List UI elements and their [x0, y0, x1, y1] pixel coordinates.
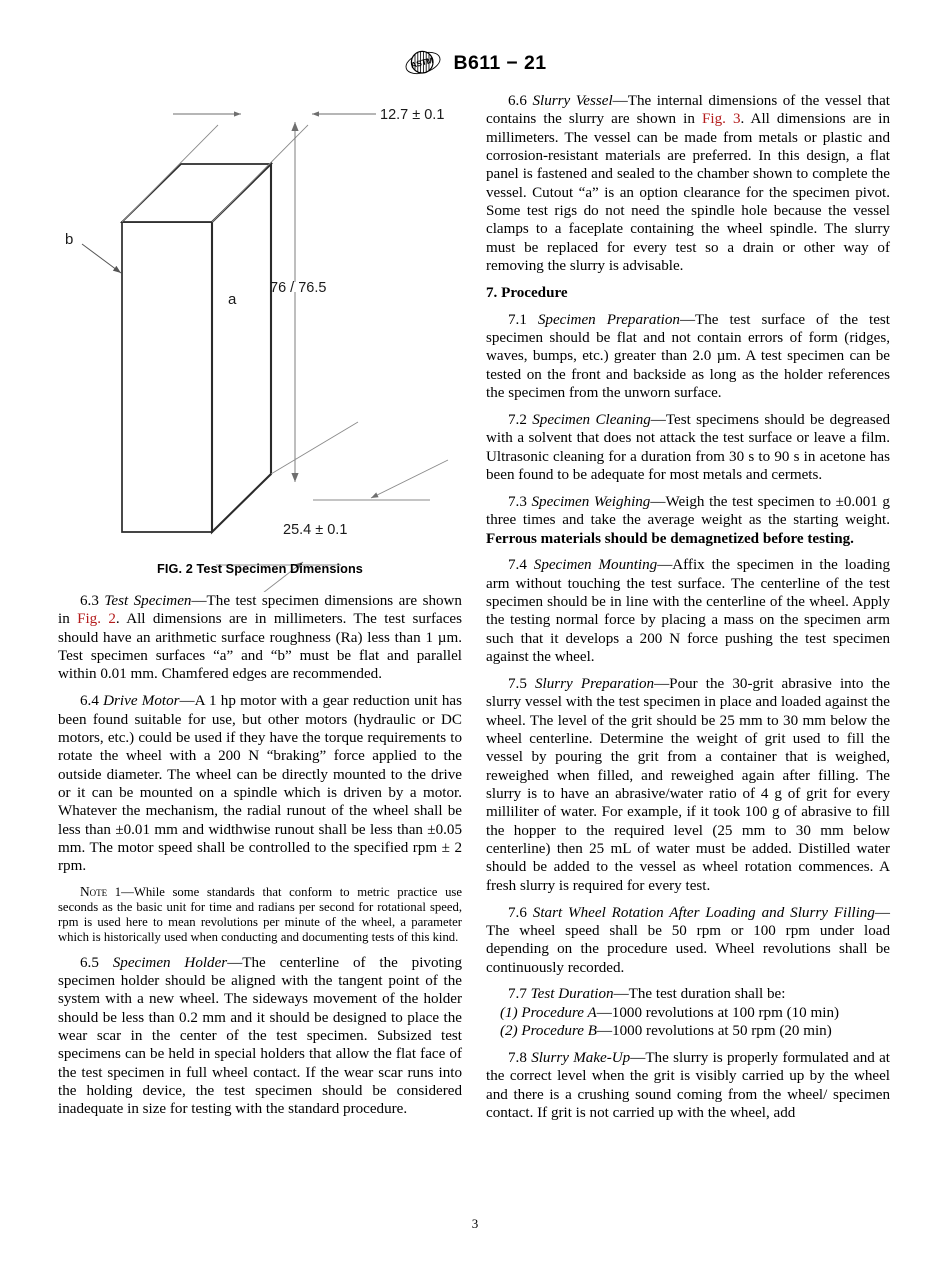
specimen-solid	[122, 164, 271, 532]
note-label: Note	[80, 884, 108, 900]
page-number: 3	[471, 1216, 479, 1231]
paragraph-number: 7.3	[508, 493, 527, 510]
note-number: 1	[107, 885, 122, 900]
paragraph-title: Specimen Preparation	[537, 311, 680, 328]
paragraph-title: Specimen Holder	[112, 954, 228, 971]
paragraph-text: —The wheel speed shall be 50 rpm or 100 rpm under load depending on the procedure used. Wheel revolutions shall be continuously recorded.	[486, 904, 890, 976]
paragraph-title: Drive Motor	[103, 693, 180, 710]
dimension-width: 25.4 ± 0.1	[283, 522, 348, 538]
paragraph-6-3	[58, 592, 462, 684]
paragraph-text: —A 1 hp motor with a gear reduction unit has been found suitable for use, but other motors (hydraulic or DC motors, etc.) could be used if they have the torque requirements to rotate the wheel with a 200 N “braking” force applied to the outside diameter. The wheel can be directly mounted to the drive or it can be mounted on a spindle which is driven by a motor. Whatever the mechanism, the radial runout of the wheel shall be less than ±0.01 mm and widthwise runout shall be less than ±0.05 mm. The motor speed shall be controlled to the specified rpm ± 2 rpm.	[58, 693, 462, 875]
figure-reference-link[interactable]: Fig. 2	[77, 611, 116, 628]
paragraph-6-5	[58, 954, 462, 1119]
list-item-text: —1000 revolutions at 100 rpm (10 min)	[596, 1004, 840, 1021]
paragraph-text-a: —The test specimen dimensions are shown in	[58, 593, 462, 628]
paragraph-title: Specimen Mounting	[533, 557, 658, 574]
list-marker: (2)	[500, 1023, 518, 1040]
paragraph-number: 7.7	[508, 986, 527, 1003]
paragraph-text-a: —The internal dimensions of the vessel that contains the slurry are shown in	[486, 93, 890, 128]
specimen-drawing	[58, 92, 462, 592]
paragraph-number: 7.4	[508, 557, 527, 574]
figure-2-test-specimen-dimensions	[58, 92, 462, 592]
paragraph-7-8	[486, 1049, 890, 1122]
paragraph-text: —The test surface of the test specimen should be flat and not contain errors of form (ridges, waves, bumps, etc.) greater than 2.0 µm. A test specimen can be tested on the front and backside as long as the holder references the specimen from the unworn surface.	[486, 311, 890, 402]
right-column	[486, 92, 890, 1131]
paragraph-7-6	[486, 904, 890, 977]
standard-designation: B611 − 21	[453, 51, 547, 74]
figure-reference-link[interactable]: Fig. 3	[702, 111, 741, 128]
paragraph-number: 7.8	[508, 1050, 527, 1066]
dimension-arrow-length-top	[291, 122, 298, 131]
label-surface-a: a	[228, 291, 237, 308]
paragraph-text: —Affix the specimen in the loading arm without touching the test surface. The centerline of the test specimen should be in line with the centerline of the wheel. Apply the testing normal force by placing a mass on the specimen arm such that it develops a 200 N force pushing the test specimen against the wheel.	[486, 557, 890, 666]
paragraph-7-5	[486, 675, 890, 895]
paragraph-text-b: . All dimensions are in millimeters. The test surfaces should have an arithmetic surface roughness (Ra) less than 1 µm. Test specimen surfaces “a” and “b” must be flat and parallel within 0.01 mm. Chamfered edges are recommended.	[58, 611, 462, 683]
list-item-title: Procedure B	[521, 1023, 597, 1040]
paragraph-title: Test Duration	[530, 986, 614, 1003]
dimension-length: 76 / 76.5	[270, 280, 327, 296]
paragraph-number: 6.4	[80, 693, 99, 710]
label-surface-b: b	[65, 231, 74, 248]
paragraph-7-3	[486, 493, 890, 548]
paragraph-7-2	[486, 411, 890, 484]
paragraph-6-6	[486, 92, 890, 275]
leader-line-b	[82, 244, 121, 273]
paragraph-title: Slurry Vessel	[532, 93, 613, 109]
paragraph-text: —Pour the 30-grit abrasive into the slurry vessel with the test specimen in place and loaded against the wheel. The level of the grit should be 25 mm to 30 mm below the wheel centerline. Determine the weight of grit used to fill the vessel by pouring the grit from a container that is weighed, reweighed when filled, and reweighed again after filling. The slurry is to have an abrasive/water ratio of 4 g of grit for every milliliter of water. For example, if it took 100 g of abrasive to fill the hopper to the required level (25 mm to 30 mm below centerline) then 25 mL of water must be added. Distilled water should be added to the vessel as wheel rotation commences. A fresh slurry is required for every test.	[486, 675, 890, 894]
paragraph-title: Test Specimen	[104, 593, 192, 609]
list-item-procedure-a	[486, 1004, 890, 1022]
leader-line-width-upper	[371, 460, 448, 498]
paragraph-text-b: . All dimensions are in millimeters. The vessel can be made from metals or plastic and corrosion-resistant materials are preferred. In this design, a flat panel is fastened and sealed to the chamber shown to complete the vessel. Cutout “a” is an option clearance for the specimen pivot. Some test rigs do not need the spindle hole because the vessel clamps to a faceplate containing the wheel spindle. The slurry must be replaced for every test so a drain or other way of removing the slurry is advisable.	[486, 111, 890, 275]
paragraph-text: —The slurry is properly formulated and at the correct level when the grit is visibly carried up by the wheel and there is a crushing sound coming from the wheel/ specimen contact. If grit is not carried up with the wheel, add	[486, 1050, 890, 1122]
list-item-procedure-b	[486, 1022, 890, 1040]
paragraph-7-1	[486, 311, 890, 403]
paragraph-title: Slurry Preparation	[535, 675, 655, 692]
list-marker: (1)	[500, 1004, 518, 1021]
svg-text:ASTM: ASTM	[410, 55, 435, 71]
paragraph-text: —Test specimens should be degreased with a solvent that does not attack the test surface or leave a film. Ultrasonic cleaning for a duration from 30 s to 90 s in acetone has been found to be adequate for most metals and cermets.	[486, 412, 890, 484]
section-heading-7: 7. Procedure	[486, 285, 568, 302]
paragraph-emphasis: Ferrous materials should be demagnetized before testing.	[486, 530, 854, 547]
figure-caption: FIG. 2 Test Specimen Dimensions	[157, 562, 363, 576]
paragraph-7-4	[486, 556, 890, 666]
note-text: —While some standards that conform to metric practice use seconds as the basic unit for time and radians per second for rotational speed, rpm is used here to mean revolutions per minute of the wheel, a parameter which is historically used when conducting and documenting tests of this kind.	[58, 885, 462, 945]
paragraph-number: 7.5	[508, 675, 527, 692]
paragraph-number: 6.5	[80, 954, 99, 971]
list-item-title: Procedure A	[521, 1004, 597, 1021]
extension-line-width	[271, 422, 358, 474]
paragraph-number: 7.2	[508, 412, 527, 428]
note-1	[58, 884, 462, 945]
paragraph-title: Start Wheel Rotation After Loading and Slurry Filling	[532, 904, 875, 921]
dimension-arrow-length-bottom	[291, 473, 298, 482]
list-item-text: —1000 revolutions at 50 rpm (20 min)	[596, 1023, 832, 1040]
paragraph-number: 6.3	[80, 593, 99, 609]
dimension-thickness: 12.7 ± 0.1	[380, 107, 445, 123]
paragraph-number: 7.1	[508, 311, 527, 328]
paragraph-number: 7.6	[508, 904, 527, 921]
paragraph-text: —The centerline of the pivoting specimen holder should be aligned with the tangent point of the system with a new wheel. The sideways movement of the holder should be less than 0.2 mm and it should be designed to place the wear scar in the center of the test specimen. Subsized test specimens can be held in special holders that allow the flat face of the test specimen in full wheel contact. If the wear scar runs into the holding device, the test specimen should be considered inadequate in size for testing with the standard procedure.	[58, 954, 462, 1118]
paragraph-text: —Weigh the test specimen to ±0.001 g three times and take the average weight as the starting weight.	[486, 493, 890, 529]
astm-logo-icon	[403, 47, 443, 79]
paragraph-title: Slurry Make-Up	[531, 1050, 631, 1066]
paragraph-6-4	[58, 692, 462, 875]
page-header	[0, 43, 950, 83]
paragraph-text: —The test duration shall be:	[613, 986, 786, 1003]
paragraph-title: Specimen Cleaning	[532, 412, 651, 428]
paragraph-title: Specimen Weighing	[531, 493, 651, 510]
paragraph-number: 6.6	[508, 93, 527, 109]
paragraph-7-7	[486, 985, 890, 1003]
